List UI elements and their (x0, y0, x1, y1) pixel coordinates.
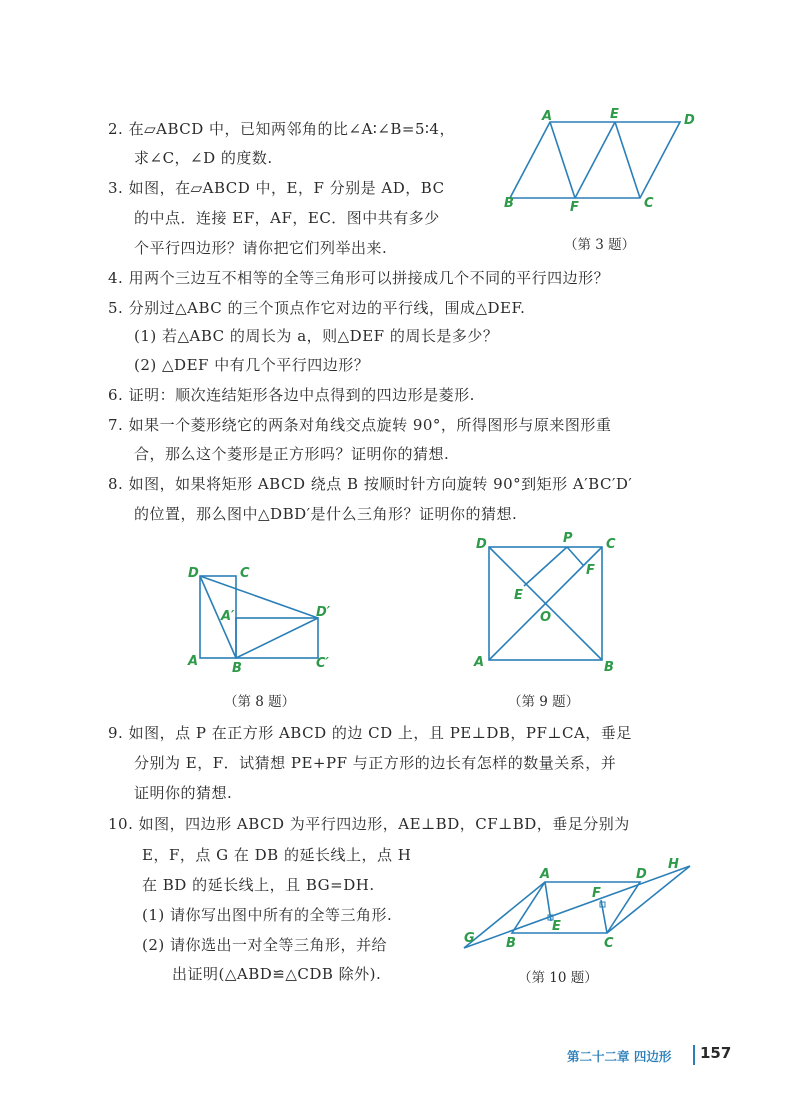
problem-9-line-1: 9. 如图，点 P 在正方形 ABCD 的边 CD 上，且 PE⊥DB，PF⊥CA，垂足 (108, 724, 632, 742)
fig9-label-o: O (540, 610, 552, 625)
problem-3-line-1: 3. 如图，在▱ABCD 中，E，F 分别是 AD，BC (108, 179, 445, 197)
problem-2-line-1: 2. 在▱ABCD 中，已知两邻角的比∠A∶∠B=5∶4， (108, 120, 455, 138)
fig8-label-a: A (188, 654, 199, 669)
fig3-label-f: F (570, 200, 579, 215)
fig9-label-e: E (514, 588, 523, 603)
page-number: 157 (700, 1044, 732, 1062)
fig10-segment-ch (607, 866, 690, 933)
problem-6-line-1: 6. 证明：顺次连结矩形各边中点得到的四边形是菱形. (108, 386, 475, 404)
problem-7-line-1: 7. 如果一个菱形绕它的两条对角线交点旋转 90°，所得图形与原来图形重 (108, 416, 612, 434)
fig8-label-c-prime: C′ (316, 656, 329, 671)
fig3-segment-af (550, 122, 575, 198)
fig9-label-d: D (476, 537, 487, 552)
fig10-label-d: D (636, 867, 647, 882)
fig3-segment-ec (615, 122, 640, 198)
fig10-line-gh (464, 866, 690, 948)
fig10-label-e: E (552, 919, 561, 934)
fig3-label-a: A (542, 109, 553, 124)
problem-10-line-3: 在 BD 的延长线上，且 BG=DH. (142, 876, 375, 894)
fig8-label-d: D (188, 566, 199, 581)
problem-3-line-2: 的中点．连接 EF，AF，EC．图中共有多少 (134, 209, 440, 227)
footer-chapter-title: 第二十二章 四边形 (567, 1049, 672, 1064)
fig10-label-c: C (604, 936, 614, 951)
problem-10-line-1: 10. 如图，四边形 ABCD 为平行四边形，AE⊥BD，CF⊥BD，垂足分别为 (108, 815, 630, 833)
figure-3-caption: （第 3 题） (564, 237, 636, 253)
problem-5-line-2: (1) 若△ABC 的周长为 a，则△DEF 的周长是多少？ (134, 327, 499, 345)
fig9-label-f: F (586, 563, 595, 578)
problem-9-line-2: 分别为 E，F．试猜想 PE+PF 与正方形的边长有怎样的数量关系，并 (134, 754, 617, 772)
problem-9-line-3: 证明你的猜想. (134, 784, 233, 802)
fig9-segment-pf (567, 547, 583, 565)
fig10-label-f: F (592, 886, 601, 901)
figure-3 (504, 107, 710, 250)
fig3-label-b: B (504, 196, 514, 211)
problem-4-line-1: 4. 用两个三边互不相等的全等三角形可以拼接成几个不同的平行四边形？ (108, 269, 610, 287)
problem-8-line-1: 8. 如图，如果将矩形 ABCD 绕点 B 按顺时针方向旋转 90°到矩形 A′BC′D′ (108, 475, 633, 493)
problem-2-line-2: 求∠C，∠D 的度数. (134, 149, 273, 167)
problem-3-line-3: 个平行四边形？请你把它们列举出来. (134, 239, 388, 257)
fig9-segment-pe (524, 547, 567, 586)
fig3-segment-ef (575, 122, 615, 198)
fig8-label-d-prime: D′ (316, 605, 331, 620)
fig10-segment-cf (601, 900, 607, 933)
fig3-label-c: C (644, 196, 654, 211)
problem-10-line-5: (2) 请你选出一对全等三角形，并给 (142, 936, 388, 954)
fig9-label-p: P (563, 531, 573, 546)
figure-10-caption: （第 10 题） (518, 970, 598, 986)
fig8-segment-dd1 (200, 576, 318, 618)
problem-10-line-2: E，F，点 G 在 DB 的延长线上，点 H (142, 846, 412, 864)
problem-8-line-2: 的位置，那么图中△DBD′是什么三角形？证明你的猜想. (134, 505, 518, 523)
fig9-label-a: A (474, 655, 485, 670)
figure-10 (460, 856, 700, 956)
fig9-label-b: B (604, 660, 614, 675)
problem-10-line-6: 出证明(△ABD≌△CDB 除外). (172, 965, 382, 983)
problem-5-line-1: 5. 分别过△ABC 的三个顶点作它对边的平行线，围成△DEF. (108, 299, 526, 317)
fig8-label-b: B (232, 661, 242, 676)
fig8-label-a-prime: A′ (221, 609, 235, 624)
figure-9-caption: （第 9 题） (508, 694, 580, 710)
fig10-label-b: B (506, 936, 516, 951)
figure-9 (474, 532, 624, 682)
problem-10-line-4: (1) 请你写出图中所有的全等三角形. (142, 906, 393, 924)
fig9-label-c: C (606, 537, 616, 552)
fig10-label-h: H (668, 857, 679, 872)
problem-7-line-2: 合，那么这个菱形是正方形吗？证明你的猜想. (134, 445, 450, 463)
fig10-label-g: G (464, 931, 475, 946)
fig8-label-c: C (240, 566, 250, 581)
figure-8-caption: （第 8 题） (224, 694, 296, 710)
figure-8 (188, 560, 348, 680)
fig8-segment-bd1 (236, 618, 318, 658)
problem-5-line-3: (2) △DEF 中有几个平行四边形？ (134, 356, 370, 374)
fig3-label-d: D (684, 113, 695, 128)
fig10-label-a: A (540, 867, 551, 882)
fig3-label-e: E (610, 107, 619, 122)
footer-divider (693, 1045, 695, 1065)
fig10-segment-ga (464, 882, 545, 948)
